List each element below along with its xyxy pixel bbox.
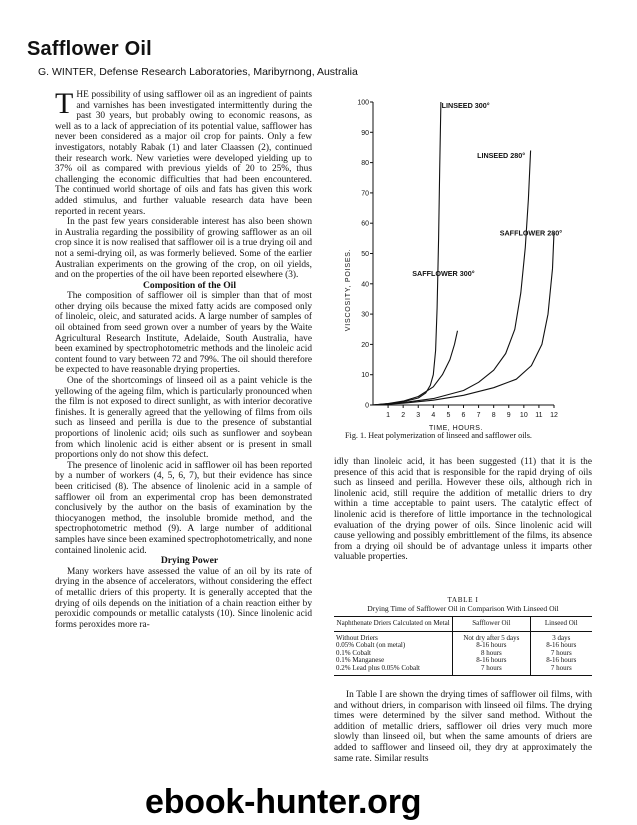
header-safflower: Safflower Oil (453, 617, 530, 632)
y-tick-label: 30 (361, 311, 369, 319)
x-tick-label: 8 (491, 412, 496, 419)
cell-drier: 0.05% Cobalt (on metal) (336, 641, 406, 650)
x-tick-label: 12 (550, 412, 558, 419)
cell-linseed: 3 days (530, 631, 592, 642)
paragraph-drying: Many workers have assessed the value of an oil by its rate of drying in the absence of accelerators, without considering the effect of metallic driers of this property. It is generally accepted that the drying of oils depends on the initiation of a chain reaction either by peroxidic compounds or metallic catalysts (10). Since linolenic acid forms peroxides more ra- (55, 566, 312, 630)
y-tick-label: 100 (357, 99, 369, 107)
watermark-text: ebook-hunter.org (145, 783, 422, 821)
viscosity-chart (328, 94, 600, 434)
cell-linseed: 8-16 hours (530, 642, 592, 650)
heading-drying-power: Drying Power (160, 555, 219, 567)
y-tick-label: 50 (361, 251, 369, 258)
cell-drier: 0.1% Cobalt (336, 648, 371, 657)
series-line-3 (373, 232, 554, 405)
series-label-0: LINSEED 300° (441, 101, 490, 111)
x-tick-label: 3 (416, 412, 421, 419)
x-tick-label: 9 (506, 412, 511, 419)
heading-composition: Composition of the Oil (142, 279, 236, 291)
paragraph-composition: The composition of safflower oil is simpler than that of most other drying oils because the mixed fatty acids are composed only of linoleic, oleic, and saturated acids. A large number of samples of oil obtained from seed grown over a number of years by the Waite Agricultural Research Institute, Adelaide, South Australia, have been examined by spectrophotometric methods and the linoleic acid content found to vary between 72 and 79%. The oil should therefore be expected to have reasonable drying properties. (55, 291, 312, 376)
x-tick-label: 10 (519, 412, 528, 419)
cell-safflower: 8-16 hours (453, 642, 530, 650)
y-axis-label: VISCOSITY, POISES. (345, 248, 352, 332)
y-tick-label: 70 (361, 190, 369, 198)
x-tick-label: 6 (461, 412, 466, 419)
article-title: Safflower Oil (27, 38, 152, 60)
y-tick-label: 90 (361, 129, 369, 137)
cell-safflower: Not dry after 5 days (453, 631, 530, 642)
x-tick-label: 7 (476, 412, 481, 419)
left-text-column (55, 87, 312, 630)
y-tick-label: 20 (361, 341, 369, 349)
cell-linseed: 8-16 hours (530, 657, 592, 665)
y-tick-label: 40 (361, 281, 369, 289)
cell-safflower: 8-16 hours (453, 657, 530, 665)
paragraph-linolenic: The presence of linolenic acid in safflower oil has been reported by a number of workers (4, 5, 6, 7), but their evidence has since been criticised (8). The absence of linolenic acid in a sample of safflower oil from an experimental crop has been demonstrated conclusively by the author on the basis of examination by the thiocyanogen method, the insoluble bromide method, and the spectrophotometric method (9). A large number of additional samples have since been examined spectrophotometrically, and none contained linolenic acid. (55, 460, 312, 556)
series-line-2 (373, 331, 458, 405)
cell-linseed: 7 hours (530, 665, 592, 675)
paragraph-australia: In the past few years considerable interest has also been shown in Australia regarding the possibility of growing safflower as an oil crop since it is now realised that safflower oil is a true drying oil and not a semi-drying oil, as was formerly believed. Some of the earlier Australian experiments on the growing of the crop, on oil yields, and on the properties of the oil have been reported elsewhere (3). (55, 217, 312, 281)
paragraph-table-discussion: In Table I are shown the drying times of safflower oil films, with and without driers, in comparison with linseed oil films. The drying times were determined by the silver sand method. Without the addition of metallic driers, safflower oil dries very much more slowly than linseed oil, but when the same amounts of driers are added to safflower and linseed oil, they dry at approximately the same rate. Similar results (334, 690, 592, 764)
header-linseed: Linseed Oil (530, 617, 592, 632)
header-driers: Naphthenate Driers Calculated on Metal (334, 617, 453, 632)
x-tick-label: 1 (386, 412, 391, 419)
series-line-0 (373, 102, 441, 405)
cell-safflower: 7 hours (453, 665, 530, 675)
series-label-2: SAFFLOWER 300° (412, 269, 475, 279)
table-row (334, 665, 592, 675)
y-tick-label: 0 (365, 402, 369, 410)
drying-time-table (334, 596, 592, 676)
table-label: TABLE I (447, 596, 479, 604)
figure-caption: Fig. 1. Heat polymerization of linseed and safflower oils. (345, 431, 532, 440)
table-grid (334, 616, 592, 676)
y-tick-label: 10 (361, 372, 369, 380)
cell-safflower: 8 hours (453, 650, 530, 658)
cell-drier: Without Driers (336, 633, 378, 642)
intro-paragraph (55, 87, 312, 217)
table-title: Drying Time of Safflower Oil in Comparison With Linseed Oil (367, 604, 559, 613)
x-tick-label: 2 (401, 412, 406, 419)
x-tick-label: 4 (431, 412, 436, 419)
cell-drier: 0.1% Manganese (336, 656, 385, 665)
x-axis-label: TIME, HOURS. (429, 425, 483, 432)
paragraph-yellowing: One of the shortcomings of linseed oil as a paint vehicle is the yellowing of the ageing film, which is particularly pronounced when the film is not exposed to direct sunlight, as with interior decorative finishes. It is generally agreed that the yellowing of films from oils such as linseed and perilla is due to the presence of substantial proportions of linolenic acid; oils such as sunflower and soybean from which linolenic acid is either absent or is present in small proportions only do not show this defect. (55, 376, 312, 461)
x-tick-label: 5 (446, 412, 451, 419)
cell-drier: 0.2% Lead plus 0.05% Cobalt (334, 665, 453, 675)
author-byline: G. WINTER, Defense Research Laboratories, Maribyrnong, Australia (38, 66, 358, 78)
drop-cap: T (55, 87, 74, 120)
y-tick-label: 80 (361, 160, 369, 168)
cell-linseed: 7 hours (530, 650, 592, 658)
paragraph-continued: idly than linoleic acid, it has been suggested (11) that it is the presence of this acid that is responsible for the rapid drying of oils such as linseed and perilla. However these oils, although rich in linolenic acid, still require the addition of metallic driers to dry within a time acceptable to paint users. The catalytic effect of linolenic acid is therefore of little importance in the technological evaluation of the drying power of oils. Since linolenic acid will cause yellowing and possibly embrittlement of the films, its absence from a drying oil should be of advantage unless it imparts other valuable properties. (334, 457, 592, 563)
chart-canvas (328, 94, 600, 434)
right-text-bottom (334, 690, 592, 764)
series-label-3: SAFFLOWER 280° (499, 228, 563, 238)
intro-text: HE possibility of using safflower oil as an ingredient of paints and varnishes has been investigated intermittently during the past 30 years, but probably owing to economic reasons, as well as to a lack of appreciation of its potential value, safflower has never been considered as a major oil crop for paints. Only a few investigators, notably Rabak (1) and later Claassen (2), continued their research work. New varieties were developed yielding up to 37% oil as compared with previous yields of 20 to 25%, thus challenging the economic difficulties that had been encountered. The continued world shortage of oils and fats has given this work added stimulus, and further valuable research data have been reported in recent years. (55, 90, 312, 217)
y-tick-label: 60 (361, 220, 369, 228)
x-tick-label: 11 (535, 412, 543, 419)
table-header-row (334, 617, 592, 632)
right-text-top (334, 457, 592, 563)
series-label-1: LINSEED 280° (477, 151, 526, 161)
